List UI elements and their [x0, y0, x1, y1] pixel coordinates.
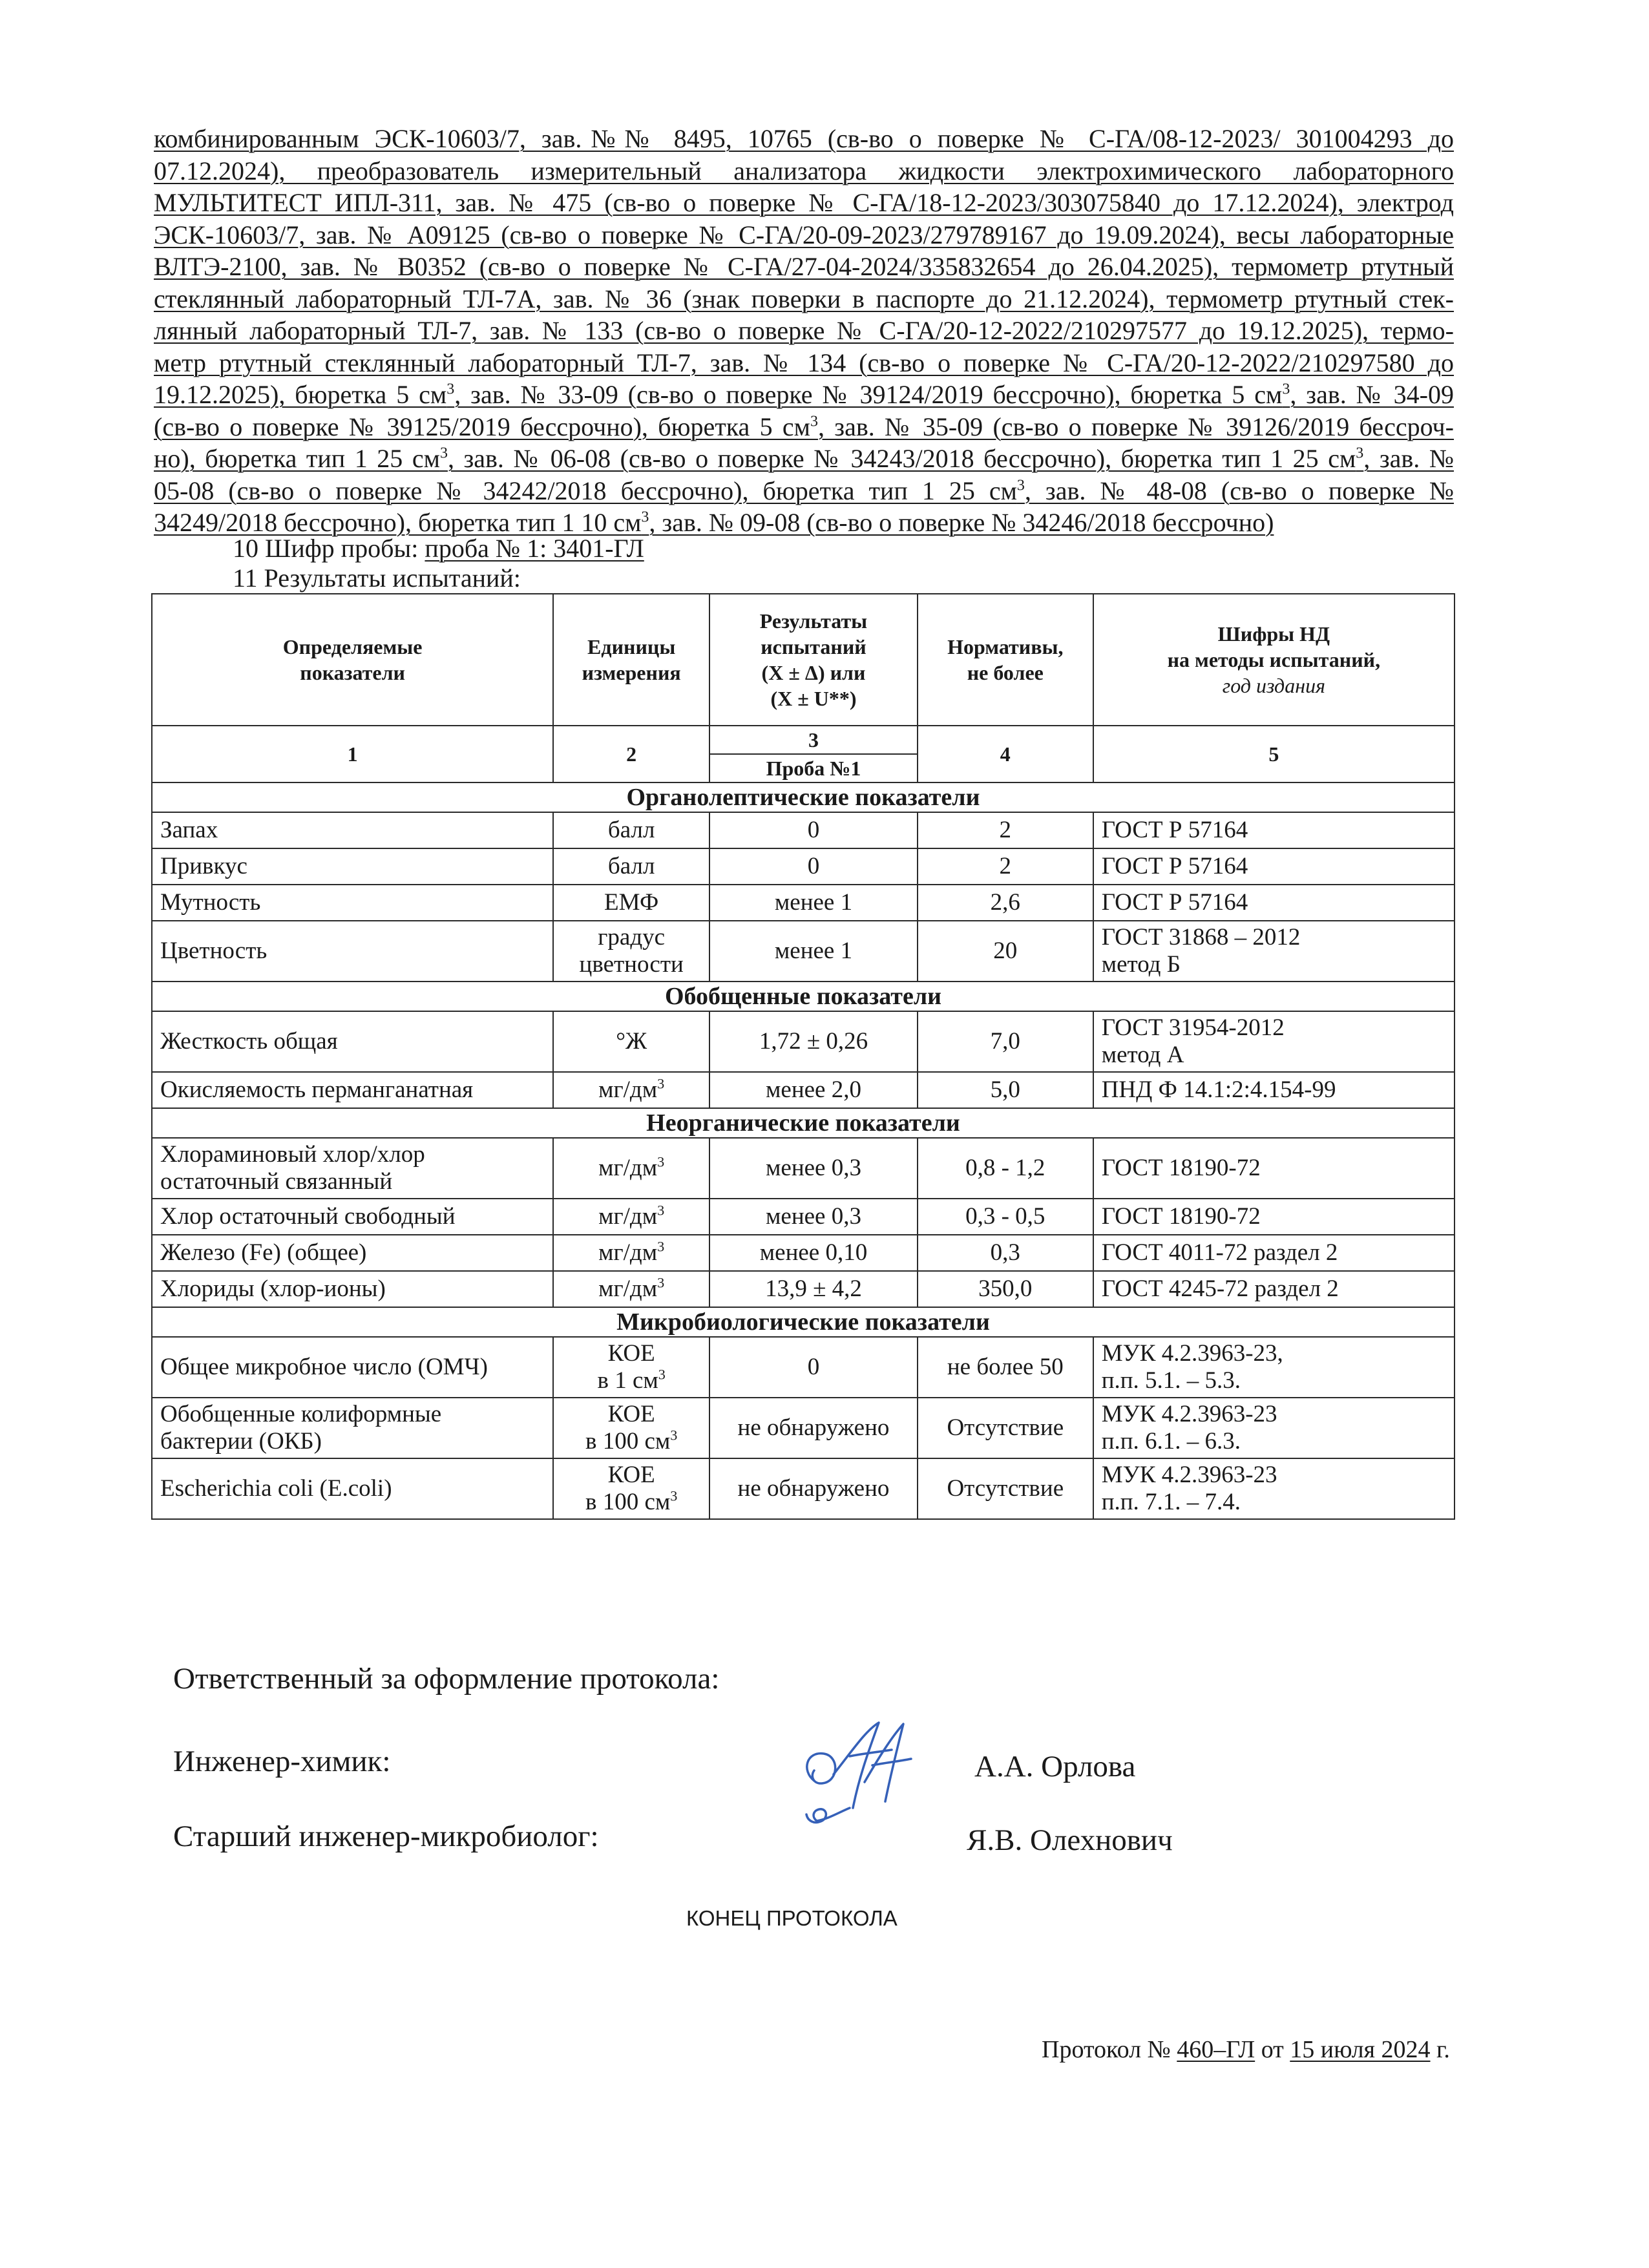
equipment-line: стеклянный лабораторный ТЛ-7А, зав. № 36 (знак поверки в паспорте до 21.12.2024), термометр ртутный стек- — [154, 284, 1454, 313]
unit-cell — [553, 1458, 709, 1519]
header-norms — [918, 594, 1093, 726]
indicator-text: Привкус — [160, 853, 247, 879]
unit-text: КОЕ — [607, 1462, 655, 1488]
indicator-cell — [152, 1011, 553, 1072]
micro-name: Я.В. Олехнович — [967, 1823, 1173, 1857]
norm-cell: 350,0 — [918, 1271, 1093, 1307]
indicator-cell — [152, 848, 553, 885]
sample-code-label: 10 Шифр пробы: — [233, 534, 419, 563]
norm-cell: Отсутствие — [918, 1398, 1093, 1458]
unit-text: °Ж — [616, 1028, 647, 1055]
chemist-title: Инженер-химик: — [173, 1745, 391, 1778]
result-cell: менее 0,3 — [709, 1138, 918, 1199]
equipment-line: ЭСК-10603/7, зав. № А09125 (св-во о поверке № С-ГА/20-09-2023/279789167 до 19.09.2024), весы лабораторные — [154, 220, 1454, 249]
result-cell: менее 0,3 — [709, 1199, 918, 1235]
table-row — [152, 1398, 1455, 1458]
cubic-superscript: 3 — [446, 381, 455, 398]
footer-prefix: Протокол № — [1042, 2036, 1177, 2063]
norm-cell: 5,0 — [918, 1072, 1093, 1108]
unit-text: балл — [607, 853, 655, 879]
unit-cell — [553, 812, 709, 848]
method-text: ГОСТ Р 57164 — [1101, 889, 1248, 916]
header-text: Определяемые — [282, 635, 423, 658]
norm-cell: 7,0 — [918, 1011, 1093, 1072]
header-units — [553, 594, 709, 726]
header-text: Нормативы, — [947, 635, 1064, 658]
method-cell — [1093, 1271, 1455, 1307]
unit-cell — [553, 1398, 709, 1458]
equipment-line — [154, 411, 1454, 443]
table-row — [152, 1199, 1455, 1235]
equipment-line — [154, 475, 1454, 507]
method-text: ГОСТ 31868 – 2012 — [1101, 924, 1301, 950]
section-row — [152, 1307, 1455, 1337]
method-text: ПНД Ф 14.1:2:4.154-99 — [1101, 1076, 1336, 1103]
footer-suffix: г. — [1430, 2036, 1450, 2063]
indicator-text: Хлораминовый хлор/хлор — [160, 1141, 425, 1168]
signature-chemist-icon — [788, 1711, 937, 1847]
equipment-line: ВЛТЭ-2100, зав. № В0352 (св-во о поверке № С-ГА/27-04-2024/335832654 до 26.04.2025), термометр ртутный — [154, 252, 1454, 281]
cubic-superscript: 3 — [439, 445, 448, 462]
header-text: (X ± U**) — [770, 687, 857, 710]
method-text: ГОСТ 4245-72 раздел 2 — [1101, 1276, 1339, 1302]
method-text: ГОСТ Р 57164 — [1101, 817, 1248, 843]
method-text: ГОСТ Р 57164 — [1101, 853, 1248, 879]
result-cell: 13,9 ± 4,2 — [709, 1271, 918, 1307]
equipment-text: но), бюретка тип 1 25 см — [154, 444, 440, 473]
method-text: МУК 4.2.3963-23 — [1101, 1462, 1277, 1488]
equipment-text: , зав. № 48-08 (св-во о поверке № — [1024, 476, 1454, 505]
indicator-cell — [152, 1271, 553, 1307]
unit-superscript: 3 — [658, 1366, 666, 1383]
indicator-text: Хлор остаточный свободный — [160, 1203, 456, 1230]
sample-code-value: проба № 1: 3401-ГЛ — [425, 534, 644, 563]
method-text: ГОСТ 18190-72 — [1101, 1155, 1261, 1181]
unit-cell — [553, 848, 709, 885]
equipment-text: , зав. № 35-09 (св-во о поверке № 39126/2019 бессроч- — [817, 412, 1454, 441]
unit-text: в 100 см — [585, 1489, 671, 1515]
table-row — [152, 848, 1455, 885]
indicator-cell — [152, 1458, 553, 1519]
cubic-superscript: 3 — [1356, 445, 1364, 462]
unit-text: градус — [598, 924, 666, 950]
section-title: Неорганические показатели — [152, 1108, 1455, 1138]
result-cell: 1,72 ± 0,26 — [709, 1011, 918, 1072]
indicator-cell — [152, 1337, 553, 1398]
indicator-cell — [152, 1235, 553, 1271]
method-text: ГОСТ 18190-72 — [1101, 1203, 1261, 1230]
norm-cell: 2 — [918, 848, 1093, 885]
method-cell — [1093, 1072, 1455, 1108]
result-cell: менее 2,0 — [709, 1072, 918, 1108]
cubic-superscript: 3 — [1016, 477, 1025, 494]
equipment-text: 19.12.2025), бюретка 5 см — [154, 380, 447, 409]
method-cell — [1093, 1235, 1455, 1271]
indicator-text: Мутность — [160, 889, 261, 916]
equipment-text: 34249/2018 бессрочно), бюретка тип 1 10 см — [154, 508, 642, 537]
header-methods-year: год издания — [1222, 674, 1325, 697]
unit-cell — [553, 1072, 709, 1108]
header-text: измерения — [582, 661, 681, 684]
table-row — [152, 812, 1455, 848]
equipment-text: , зав. № 09-08 (св-во о поверке № 34246/2018 бессрочно) — [649, 508, 1274, 537]
result-cell: не обнаружено — [709, 1398, 918, 1458]
header-text: Результаты — [759, 609, 868, 633]
unit-superscript: 3 — [657, 1202, 665, 1219]
unit-text: КОЕ — [607, 1401, 655, 1427]
norm-cell: 0,3 — [918, 1235, 1093, 1271]
table-row — [152, 1337, 1455, 1398]
unit-cell — [553, 885, 709, 921]
method-cell — [1093, 1398, 1455, 1458]
unit-text: мг/дм — [598, 1076, 658, 1103]
method-cell — [1093, 1458, 1455, 1519]
header-text: Шифры НД — [1217, 622, 1330, 646]
col-number-3: 3 — [709, 726, 918, 754]
indicator-cell — [152, 885, 553, 921]
indicator-text: Запах — [160, 817, 218, 843]
protocol-footer — [1042, 2035, 1450, 2064]
unit-cell — [553, 1271, 709, 1307]
table-row — [152, 1072, 1455, 1108]
unit-text: мг/дм — [598, 1155, 658, 1181]
norm-cell: Отсутствие — [918, 1458, 1093, 1519]
unit-text: мг/дм — [598, 1276, 658, 1302]
equipment-line: 07.12.2024), преобразователь измерительный анализатора жидкости электрохимического лабораторного — [154, 156, 1454, 185]
indicator-text: Общее микробное число (ОМЧ) — [160, 1354, 488, 1380]
indicator-cell — [152, 1072, 553, 1108]
method-text: п.п. 7.1. – 7.4. — [1101, 1489, 1241, 1515]
section-row — [152, 782, 1455, 812]
header-text: (X ± Δ) или — [761, 661, 866, 684]
result-cell: менее 1 — [709, 885, 918, 921]
method-cell — [1093, 1199, 1455, 1235]
footer-mid: от — [1255, 2036, 1290, 2063]
unit-cell — [553, 1138, 709, 1199]
indicator-cell — [152, 921, 553, 982]
result-cell: 0 — [709, 1337, 918, 1398]
indicator-cell — [152, 1138, 553, 1199]
norm-cell: 2 — [918, 812, 1093, 848]
equipment-text: 05-08 (св-во о поверке № 34242/2018 бессрочно), бюретка тип 1 25 см — [154, 476, 1017, 505]
norm-cell: 2,6 — [918, 885, 1093, 921]
section-row — [152, 982, 1455, 1011]
equipment-text: (св-во о поверке № 39125/2019 бессрочно), бюретка 5 см — [154, 412, 810, 441]
col-number-5: 5 — [1093, 726, 1455, 782]
indicator-text: Цветность — [160, 938, 268, 964]
equipment-text: , зав. № 34-09 — [1290, 380, 1455, 409]
cubic-superscript: 3 — [1282, 381, 1290, 398]
method-text: МУК 4.2.3963-23, — [1101, 1340, 1283, 1367]
col-number-1: 1 — [152, 726, 553, 782]
unit-superscript: 3 — [657, 1238, 665, 1255]
unit-text: ЕМФ — [604, 889, 659, 916]
results-heading: 11 Результаты испытаний: — [233, 563, 521, 593]
table-row — [152, 1271, 1455, 1307]
table-row — [152, 1458, 1455, 1519]
header-text: испытаний — [761, 635, 867, 658]
method-text: ГОСТ 4011-72 раздел 2 — [1101, 1239, 1338, 1266]
norm-cell: не более 50 — [918, 1337, 1093, 1398]
header-text: на методы испытаний, — [1167, 648, 1381, 671]
equipment-line — [154, 379, 1454, 411]
table-row — [152, 885, 1455, 921]
method-cell — [1093, 1337, 1455, 1398]
method-text: п.п. 6.1. – 6.3. — [1101, 1428, 1241, 1454]
unit-cell — [553, 1199, 709, 1235]
unit-text: мг/дм — [598, 1239, 658, 1266]
unit-superscript: 3 — [657, 1153, 665, 1170]
unit-cell — [553, 1235, 709, 1271]
unit-cell — [553, 921, 709, 982]
result-cell: менее 1 — [709, 921, 918, 982]
norm-cell: 0,8 - 1,2 — [918, 1138, 1093, 1199]
method-text: метод А — [1101, 1042, 1184, 1068]
result-cell: 0 — [709, 812, 918, 848]
col-number-2: 2 — [553, 726, 709, 782]
equipment-line: метр ртутный стеклянный лабораторный ТЛ-7, зав. № 134 (св-во о поверке № С-ГА/20-12-2022/210297580 до — [154, 348, 1454, 377]
indicator-text: Обобщенные колиформные — [160, 1401, 442, 1427]
equipment-line: комбинированным ЭСК-10603/7, зав.№№ 8495, 10765 (св-во о поверке № С-ГА/08-12-2023/ 301004293 до — [154, 124, 1454, 153]
method-cell — [1093, 1138, 1455, 1199]
equipment-text: , зав. № — [1363, 444, 1455, 473]
results-table — [151, 593, 1455, 1520]
header-text: Единицы — [587, 635, 676, 658]
section-row — [152, 1108, 1455, 1138]
indicator-text: Escherichia coli (E.coli) — [160, 1475, 392, 1502]
sample-label: Проба №1 — [709, 754, 918, 782]
method-text: метод Б — [1101, 951, 1181, 978]
indicator-text: бактерии (ОКБ) — [160, 1428, 322, 1454]
indicator-text: Хлориды (хлор-ионы) — [160, 1276, 386, 1302]
indicator-text: Окисляемость перманганатная — [160, 1076, 474, 1103]
indicator-text: Железо (Fe) (общее) — [160, 1239, 367, 1266]
header-indicator — [152, 594, 553, 726]
sample-code-line — [233, 534, 644, 563]
method-cell — [1093, 848, 1455, 885]
header-text: не более — [967, 661, 1044, 684]
equipment-line: лянный лабораторный ТЛ-7, зав. № 133 (св-во о поверке № С-ГА/20-12-2022/210297577 до 19.12.2025), термо- — [154, 316, 1454, 345]
method-text: п.п. 5.1. – 5.3. — [1101, 1367, 1241, 1394]
col-number-4: 4 — [918, 726, 1093, 782]
header-text: показатели — [300, 661, 405, 684]
protocol-number: 460–ГЛ — [1177, 2036, 1255, 2063]
responsible-label: Ответственный за оформление протокола: — [173, 1662, 720, 1696]
result-cell: менее 0,10 — [709, 1235, 918, 1271]
method-text: МУК 4.2.3963-23 — [1101, 1401, 1277, 1427]
method-cell — [1093, 921, 1455, 982]
method-cell — [1093, 1011, 1455, 1072]
norm-cell: 0,3 - 0,5 — [918, 1199, 1093, 1235]
method-cell — [1093, 885, 1455, 921]
cubic-superscript: 3 — [810, 413, 818, 430]
unit-text: мг/дм — [598, 1203, 658, 1230]
unit-text: цветности — [579, 951, 684, 978]
equipment-text: , зав. № 33-09 (св-во о поверке № 39124/2019 бессрочно), бюретка 5 см — [454, 380, 1283, 409]
header-results — [709, 594, 918, 726]
unit-superscript: 3 — [670, 1487, 678, 1504]
unit-cell — [553, 1011, 709, 1072]
norm-cell: 20 — [918, 921, 1093, 982]
unit-text: КОЕ — [607, 1340, 655, 1367]
cubic-superscript: 3 — [641, 509, 649, 526]
method-cell — [1093, 812, 1455, 848]
table-row — [152, 1011, 1455, 1072]
indicator-text: остаточный связанный — [160, 1168, 393, 1195]
indicator-cell — [152, 1398, 553, 1458]
equipment-line — [154, 443, 1454, 475]
equipment-line: МУЛЬТИТЕСТ ИПЛ-311, зав. № 475 (св-во о поверке № С-ГА/18-12-2023/303075840 до 17.12.2024), электрод — [154, 188, 1454, 217]
indicator-text: Жесткость общая — [160, 1028, 338, 1055]
protocol-date: 15 июля 2024 — [1290, 2036, 1431, 2063]
indicator-cell — [152, 812, 553, 848]
unit-text: балл — [607, 817, 655, 843]
unit-superscript: 3 — [657, 1075, 665, 1092]
section-title: Микробиологические показатели — [152, 1307, 1455, 1337]
table-row — [152, 921, 1455, 982]
chemist-name: А.А. Орлова — [974, 1750, 1136, 1783]
equipment-text: , зав. № 06-08 (св-во о поверке № 34243/2018 бессрочно), бюретка тип 1 25 см — [447, 444, 1356, 473]
section-title: Обобщенные показатели — [152, 982, 1455, 1011]
equipment-paragraph — [154, 123, 1454, 539]
unit-superscript: 3 — [670, 1427, 678, 1444]
indicator-cell — [152, 1199, 553, 1235]
result-cell: не обнаружено — [709, 1458, 918, 1519]
unit-text: в 100 см — [585, 1428, 671, 1454]
micro-title: Старший инженер-микробиолог: — [173, 1820, 599, 1853]
table-row — [152, 1138, 1455, 1199]
method-text: ГОСТ 31954-2012 — [1101, 1014, 1285, 1041]
result-cell: 0 — [709, 848, 918, 885]
unit-cell — [553, 1337, 709, 1398]
section-title: Органолептические показатели — [152, 782, 1455, 812]
end-of-protocol: КОНЕЦ ПРОТОКОЛА — [686, 1906, 898, 1930]
header-methods — [1093, 594, 1455, 726]
unit-superscript: 3 — [657, 1274, 665, 1291]
table-row — [152, 1235, 1455, 1271]
unit-text: в 1 см — [597, 1367, 658, 1394]
